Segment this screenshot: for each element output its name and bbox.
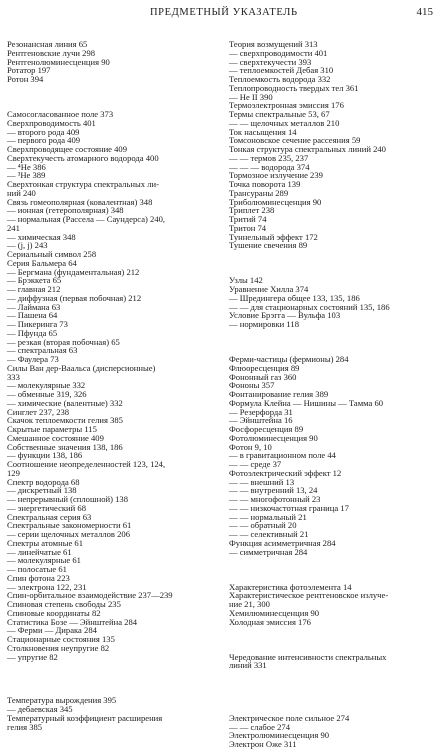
index-entry: — сверхпроводимости 401 bbox=[229, 47, 328, 58]
section-gap bbox=[7, 679, 212, 688]
index-entry: — — многофотонный 23 bbox=[229, 494, 321, 504]
index-entry: Связь гомеополярная (ковалентная) 348 bbox=[7, 196, 153, 207]
index-entry: — (j, j) 243 bbox=[7, 240, 48, 251]
index-column-right bbox=[229, 40, 441, 749]
index-entry: Спектры атомные 61 bbox=[7, 537, 84, 548]
index-entry: Функция асимметричная 284 bbox=[229, 537, 336, 548]
index-entry: — сверхтекучести 393 bbox=[229, 56, 312, 67]
index-entry: Спектральная серия 63 bbox=[7, 511, 92, 522]
index-entry: — Резерфорда 31 bbox=[229, 406, 293, 417]
index-entry: 129 bbox=[7, 467, 20, 478]
index-entry: Характеристика фотоэлемента 14 bbox=[229, 581, 352, 592]
index-entry: — химическая 348 bbox=[7, 231, 76, 242]
index-entry: — Лаймана 63 bbox=[7, 301, 61, 312]
index-entry: — химические (валентные) 332 bbox=[7, 397, 123, 408]
index-entry: Электрон Оже 311 bbox=[229, 739, 297, 749]
index-entry: — Пикеринга 73 bbox=[7, 319, 68, 329]
index-entry: — функции 138, 186 bbox=[7, 450, 83, 461]
index-entry: Характеристическое рентгеновское излуче- bbox=[229, 590, 389, 601]
index-entry: — Эйнштейна 16 bbox=[229, 415, 293, 426]
index-entry: — резкая (вторая побочная) 65 bbox=[7, 336, 120, 347]
page-header bbox=[0, 6, 443, 22]
index-entry: Синглет 237, 238 bbox=[7, 406, 70, 417]
index-entry: — дебаевская 345 bbox=[7, 704, 73, 714]
index-entry: — молекулярные 61 bbox=[7, 555, 81, 566]
index-entry: — — внутренний 13, 24 bbox=[229, 485, 318, 496]
index-entry: Фононный газ 360 bbox=[229, 371, 297, 382]
index-entry: Тритий 74 bbox=[229, 214, 267, 224]
index-entry: Термы спектральные 53, 67 bbox=[229, 109, 330, 119]
index-entry: — непрерывный (сплошной) 138 bbox=[7, 494, 128, 504]
index-entry: Температурный коэффициент расширения bbox=[7, 712, 163, 723]
index-entry: Холодная эмиссия 176 bbox=[229, 616, 311, 627]
index-entry: гелия 385 bbox=[7, 721, 43, 732]
index-entry: Формула Клейна — Нишины — Тамма 60 bbox=[229, 397, 384, 408]
index-entry: Температура вырождения 395 bbox=[7, 695, 117, 706]
section-gap bbox=[229, 679, 441, 688]
index-entry: — — селективный 21 bbox=[229, 529, 309, 539]
index-column-left bbox=[7, 40, 212, 731]
index-entry: Самосогласованное поле 373 bbox=[7, 109, 114, 119]
section-gap bbox=[229, 338, 441, 347]
index-entry: Спин фотона 223 bbox=[7, 572, 70, 583]
index-entry: — теплоемкостей Дебая 310 bbox=[229, 65, 334, 76]
index-entry: — — щелочных металлов 210 bbox=[229, 117, 340, 128]
index-entry: — в гравитационном поле 44 bbox=[229, 450, 336, 461]
section-gap bbox=[229, 635, 441, 644]
index-entry: — ³He 389 bbox=[7, 170, 46, 181]
index-entry: Триболюминесценция 90 bbox=[229, 196, 322, 207]
index-entry: Спиновые координаты 82 bbox=[7, 607, 101, 618]
index-entry: Фотон 9, 10 bbox=[229, 441, 272, 452]
index-entry: Рентгенолюминесценция 90 bbox=[7, 56, 110, 67]
section-gap bbox=[229, 329, 441, 338]
index-entry: Электрическое поле сильное 274 bbox=[229, 712, 350, 723]
index-entry: — Пашена 64 bbox=[7, 310, 58, 321]
index-entry: — Бергмана (фундаментальная) 212 bbox=[7, 266, 140, 277]
index-entry: Точка поворота 139 bbox=[229, 179, 301, 189]
index-entry: — Фаулера 73 bbox=[7, 354, 59, 364]
section-gap bbox=[229, 670, 441, 679]
index-entry: Рентгеновские лучи 298 bbox=[7, 47, 96, 58]
index-entry: 333 bbox=[7, 371, 20, 382]
index-entry: — — термов 235, 237 bbox=[229, 152, 309, 163]
index-entry: Фотолюминесценция 90 bbox=[229, 432, 318, 443]
index-entry: Сверхпроводящее состояние 409 bbox=[7, 144, 128, 154]
index-entry: Спин-орбитальное взаимодействие 237—239 bbox=[7, 590, 173, 601]
index-entry: Ротатор 197 bbox=[7, 65, 51, 76]
index-entry: Сериальный символ 258 bbox=[7, 249, 97, 259]
index-entry: Статистика Бозе — Эйнштейна 284 bbox=[7, 616, 138, 627]
index-entry: Триплет 238 bbox=[229, 205, 275, 216]
index-entry: Томсоновское сечение рассеяния 59 bbox=[229, 135, 361, 146]
index-entry: — серии щелочных металлов 206 bbox=[7, 529, 131, 539]
index-entry: Фононы 357 bbox=[229, 380, 275, 391]
index-entry: Уравнение Хилла 374 bbox=[229, 284, 309, 294]
section-gap bbox=[229, 250, 441, 259]
index-entry: — энергетический 68 bbox=[7, 502, 87, 513]
index-entry: Трансураны 289 bbox=[229, 187, 289, 198]
index-entry: Сверхпроводимость 401 bbox=[7, 117, 96, 128]
index-entry: — диффузная (первая побочная) 212 bbox=[7, 292, 142, 303]
index-entry: Теплопроводность твердых тел 361 bbox=[229, 82, 359, 93]
index-entry: — Ферми — Дирака 284 bbox=[7, 625, 97, 636]
section-gap bbox=[229, 626, 441, 635]
index-entry: — — нормальный 21 bbox=[229, 511, 307, 522]
index-entry: — спектральная 63 bbox=[7, 345, 78, 356]
index-entry: Флюоресценция 89 bbox=[229, 362, 300, 373]
index-entry: — линейчатые 61 bbox=[7, 546, 72, 557]
index-entry: Ротон 394 bbox=[7, 74, 44, 84]
index-entry: Ферми-частицы (фермионы) 284 bbox=[229, 354, 349, 364]
index-entry: — Пфунда 65 bbox=[7, 327, 58, 338]
index-entry: Собственные значения 138, 186 bbox=[7, 441, 123, 452]
index-entry: Электролюминесценция 90 bbox=[229, 730, 330, 741]
section-gap bbox=[7, 93, 212, 102]
index-entry: Хемилюминесценция 90 bbox=[229, 607, 320, 618]
index-entry: ний 240 bbox=[7, 187, 36, 198]
section-gap bbox=[229, 688, 441, 697]
index-entry: Резонансная линия 65 bbox=[7, 39, 88, 49]
index-entry: Тушение свечения 89 bbox=[229, 240, 308, 251]
section-gap bbox=[229, 259, 441, 268]
page-number: 415 bbox=[416, 6, 433, 18]
index-entry: — главная 212 bbox=[7, 284, 61, 294]
index-entry: Тритон 74 bbox=[229, 222, 267, 233]
index-entry: Спектральные закономерности 61 bbox=[7, 520, 132, 531]
index-entry: Сверхтонкая структура спектральных ли- bbox=[7, 179, 159, 189]
index-entry: Столкновения неупругие 82 bbox=[7, 642, 110, 653]
index-entry: Теплоемкость водорода 332 bbox=[229, 74, 331, 84]
index-entry: — упругие 82 bbox=[7, 651, 58, 662]
index-entry: — ⁴He 386 bbox=[7, 161, 46, 172]
index-entry: — — обратный 20 bbox=[229, 520, 297, 531]
index-entry: — дискретный 138 bbox=[7, 485, 77, 496]
index-entry: — — среде 37 bbox=[229, 459, 282, 469]
index-entry: Ток насыщения 14 bbox=[229, 126, 297, 137]
index-entry: Смешанное состояние 409 bbox=[7, 432, 104, 443]
index-entry: ние 21, 300 bbox=[229, 599, 270, 609]
index-entry: Спектр водорода 68 bbox=[7, 476, 80, 487]
index-entry: — второго рода 409 bbox=[7, 126, 80, 137]
index-entry: — электрона 122, 231 bbox=[7, 581, 87, 592]
section-gap bbox=[229, 565, 441, 574]
index-entry: — симметричная 284 bbox=[229, 546, 308, 557]
index-entry: Соотношение неопределенностей 123, 124, bbox=[7, 459, 166, 469]
index-entry: — ионная (гетерополярная) 348 bbox=[7, 205, 124, 216]
section-gap bbox=[7, 661, 212, 670]
index-entry: Туннельный эффект 172 bbox=[229, 231, 318, 242]
section-gap bbox=[229, 556, 441, 565]
index-entry: — He II 390 bbox=[229, 91, 273, 102]
index-entry: Спиновая степень свободы 235 bbox=[7, 599, 121, 609]
index-entry: — нормировки 118 bbox=[229, 319, 299, 329]
running-title: ПРЕДМЕТНЫЙ УКАЗАТЕЛЬ bbox=[150, 7, 298, 18]
index-entry: Тормозное излучение 239 bbox=[229, 170, 323, 181]
index-entry: — Брэккета 65 bbox=[7, 275, 62, 286]
index-entry: — — слабое 274 bbox=[229, 721, 291, 732]
index-entry: Чередование интенсивности спектральных bbox=[229, 651, 387, 662]
index-entry: Стационарные состояния 135 bbox=[7, 634, 115, 644]
index-entry: Узлы 142 bbox=[229, 275, 263, 286]
index-entry: — — — водорода 374 bbox=[229, 161, 310, 172]
index-entry: Скачок теплоемкости гелия 385 bbox=[7, 415, 123, 426]
index-entry: Теория возмущений 313 bbox=[229, 39, 318, 49]
index-entry: Условие Брэгга — Вульфа 103 bbox=[229, 310, 341, 321]
index-entry: Серия Бальмера 64 bbox=[7, 257, 77, 268]
index-entry: — нормальная (Рассела — Саундерса) 240, bbox=[7, 214, 166, 224]
index-entry: Скрытые параметры 115 bbox=[7, 424, 97, 434]
index-entry: линий 331 bbox=[229, 660, 267, 671]
index-entry: Фонтанирование гелия 389 bbox=[229, 389, 329, 399]
index-entry: Фотоэлектрический эффект 12 bbox=[229, 467, 342, 478]
index-entry: — первого рода 409 bbox=[7, 135, 81, 146]
section-gap bbox=[7, 84, 212, 93]
index-entry: — — для стационарных состояний 135, 186 bbox=[229, 301, 390, 312]
index-entry: Сверхтекучесть атомарного водорода 400 bbox=[7, 152, 159, 163]
index-entry: — молекулярные 332 bbox=[7, 380, 86, 391]
index-entry: — обменные 319, 326 bbox=[7, 389, 87, 399]
index-entry: — — низкочастотная граница 17 bbox=[229, 502, 349, 513]
section-gap bbox=[229, 696, 441, 705]
index-entry: — Шредингера общее 133, 135, 186 bbox=[229, 292, 360, 303]
section-gap bbox=[7, 670, 212, 679]
index-entry: Термоэлектронная эмиссия 176 bbox=[229, 100, 344, 111]
index-entry: Фосфоресценция 89 bbox=[229, 424, 304, 434]
index-entry: — полосатые 61 bbox=[7, 564, 67, 574]
index-entry: Тонкая структура спектральных линий 240 bbox=[229, 144, 386, 154]
index-entry: — — внешний 13 bbox=[229, 476, 295, 487]
index-entry: Силы Ван дер-Ваальса (дисперсионные) bbox=[7, 362, 156, 373]
index-entry: 241 bbox=[7, 222, 20, 233]
